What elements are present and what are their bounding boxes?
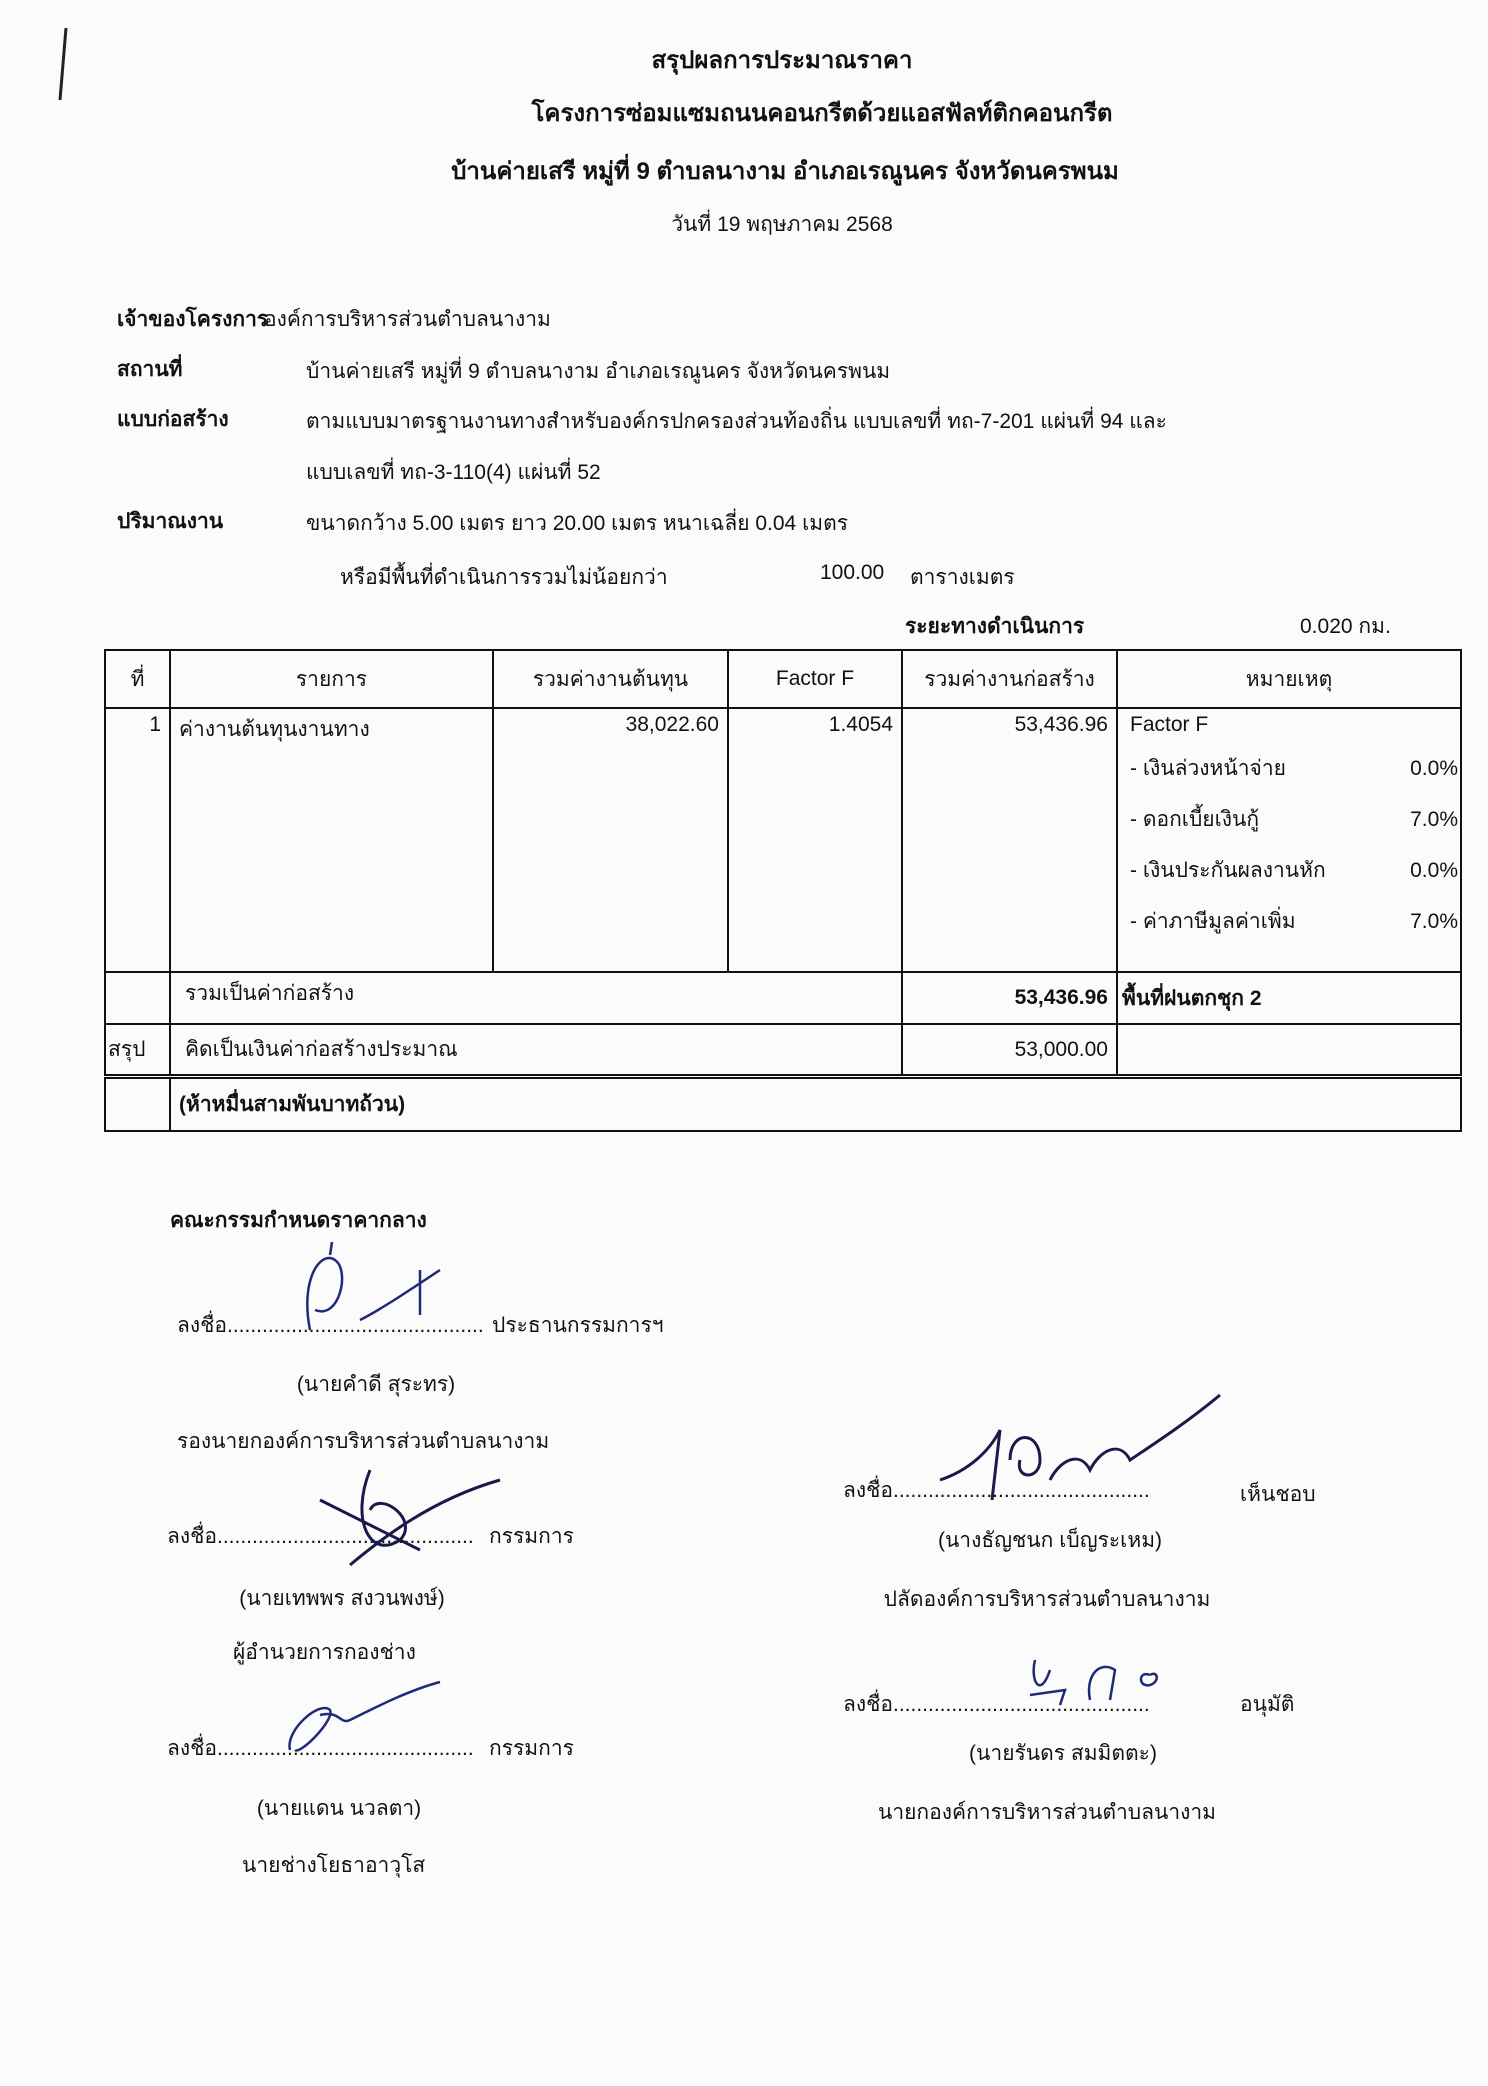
- signature-line: ลงชื่อ............................................: [843, 1693, 1150, 1716]
- estimate-table: [104, 649, 1462, 1132]
- signature-line: ลงชื่อ............................................: [167, 1737, 474, 1760]
- remark-item: [1130, 743, 1458, 794]
- approver-role: เห็นชอบ: [1240, 1483, 1316, 1506]
- approver-name: (นายรันดร สมมิตตะ): [969, 1742, 1157, 1765]
- row-factor: 1.4054: [728, 708, 902, 972]
- rain-zone: พื้นที่ฝนตกชุก 2: [1117, 972, 1461, 1024]
- signature: [280, 1680, 450, 1760]
- member-position: รองนายกองค์การบริหารส่วนตำบลนางาม: [177, 1430, 550, 1453]
- design-value-2: แบบเลขที่ ทถ-3-110(4) แผ่นที่ 52: [306, 461, 601, 484]
- table-header-row: [105, 650, 1461, 708]
- col-header-no: ที่: [105, 650, 170, 708]
- signature: [930, 1390, 1230, 1520]
- sign-prefix: ลงชื่อ: [167, 1737, 217, 1760]
- place-label: สถานที่: [117, 358, 183, 381]
- remark-item: [1130, 845, 1458, 896]
- estimate-value: 53,000.00: [902, 1024, 1117, 1077]
- area-unit: ตารางเมตร: [910, 566, 1015, 589]
- sign-prefix: ลงชื่อ: [843, 1693, 893, 1716]
- remark-value: 7.0%: [1410, 807, 1458, 831]
- sign-prefix: ลงชื่อ: [843, 1479, 893, 1502]
- remark-value: 7.0%: [1410, 909, 1458, 933]
- distance-value: 0.020 กม.: [1300, 615, 1391, 638]
- approver-position: ปลัดองค์การบริหารส่วนตำบลนางาม: [883, 1588, 1211, 1611]
- signature: [1020, 1640, 1180, 1710]
- row-item: ค่างานต้นทุนงานทาง: [170, 708, 493, 972]
- project-name: โครงการซ่อมแซมถนนคอนกรีตด้วยแอสฟัลท์ติกคอนกรีต: [531, 100, 1113, 127]
- words-row: [105, 1077, 1461, 1131]
- remark-item: [1130, 794, 1458, 845]
- member-name: (นายแดน นวลตา): [256, 1797, 422, 1820]
- amount-in-words: (ห้าหมื่นสามพันบาทถ้วน): [170, 1077, 1461, 1131]
- col-header-total: รวมค่างานก่อสร้าง: [902, 650, 1117, 708]
- member-name: (นายคำดี สุระทร): [296, 1373, 456, 1396]
- pen-mark: [52, 24, 76, 104]
- signature: [310, 1460, 510, 1570]
- quantity-value: ขนาดกว้าง 5.00 เมตร ยาว 20.00 เมตร หนาเฉลี่ย 0.04 เมตร: [306, 512, 849, 535]
- signature-line: ลงชื่อ............................................: [843, 1479, 1150, 1502]
- row-cost: 38,022.60: [493, 708, 728, 972]
- approver-name: (นางธัญชนก เบ็ญระเหม): [937, 1529, 1163, 1552]
- row-total: 53,436.96: [902, 708, 1117, 972]
- remark-value: 0.0%: [1410, 756, 1458, 780]
- member-role: กรรมการ: [489, 1737, 574, 1760]
- signature-line: ลงชื่อ............................................: [177, 1314, 484, 1337]
- row-no: 1: [105, 708, 170, 972]
- col-header-factor: Factor F: [728, 650, 902, 708]
- member-name: (นายเทพพร สงวนพงษ์): [239, 1587, 445, 1610]
- doc-title: สรุปผลการประมาณราคา: [651, 47, 913, 74]
- col-header-item: รายการ: [170, 650, 493, 708]
- signature-line: ลงชื่อ............................................: [167, 1525, 474, 1548]
- distance-label: ระยะทางดำเนินการ: [905, 615, 1085, 638]
- sign-prefix: ลงชื่อ: [177, 1314, 227, 1337]
- summary-label: สรุป: [105, 1024, 170, 1077]
- owner-value: องค์การบริหารส่วนตำบลนางาม: [264, 308, 551, 331]
- remarks-cell: [1117, 708, 1461, 972]
- signature: [270, 1240, 460, 1340]
- area-value: 100.00: [820, 561, 885, 584]
- remark-item: [1130, 896, 1458, 947]
- table-row: [105, 708, 1461, 972]
- design-label: แบบก่อสร้าง: [117, 408, 229, 431]
- remark-label: - เงินประกันผลงานหัก: [1130, 859, 1326, 882]
- remark-label: - ค่าภาษีมูลค่าเพิ่ม: [1130, 910, 1296, 933]
- doc-date: วันที่ 19 พฤษภาคม 2568: [671, 213, 893, 236]
- estimate-row: [105, 1024, 1461, 1077]
- quantity-label: ปริมาณงาน: [117, 510, 224, 533]
- remark-label: - เงินล่วงหน้าจ่าย: [1130, 757, 1286, 780]
- col-header-cost: รวมค่างานต้นทุน: [493, 650, 728, 708]
- approver-role: อนุมัติ: [1240, 1693, 1295, 1716]
- area-label: หรือมีพื้นที่ดำเนินการรวมไม่น้อยกว่า: [340, 566, 668, 589]
- member-role: กรรมการ: [489, 1525, 574, 1548]
- sum-label: รวมเป็นค่าก่อสร้าง: [170, 972, 902, 1024]
- remark-value: 0.0%: [1410, 858, 1458, 882]
- col-header-remarks: หมายเหตุ: [1117, 650, 1461, 708]
- member-position: นายช่างโยธาอาวุโส: [242, 1854, 426, 1877]
- estimate-label: คิดเป็นเงินค่าก่อสร้างประมาณ: [170, 1024, 902, 1077]
- sum-row: [105, 972, 1461, 1024]
- member-position: ผู้อำนวยการกองช่าง: [233, 1641, 416, 1664]
- approver-position: นายกองค์การบริหารส่วนตำบลนางาม: [877, 1801, 1217, 1824]
- sum-value: 53,436.96: [902, 972, 1117, 1024]
- remark-label: - ดอกเบี้ยเงินกู้: [1130, 808, 1260, 831]
- place-value: บ้านค่ายเสรี หมู่ที่ 9 ตำบลนางาม อำเภอเรณูนคร จังหวัดนครพนม: [306, 360, 891, 383]
- design-value-1: ตามแบบมาตรฐานงานทางสำหรับองค์กรปกครองส่วนท้องถิ่น แบบเลขที่ ทถ-7-201 แผ่นที่ 94 และ: [306, 410, 1167, 433]
- member-role: ประธานกรรมการฯ: [492, 1314, 664, 1337]
- project-location: บ้านค่ายเสรี หมู่ที่ 9 ตำบลนางาม อำเภอเรณูนคร จังหวัดนครพนม: [451, 158, 1119, 185]
- remarks-title: Factor F: [1130, 713, 1209, 736]
- owner-label: เจ้าของโครงการ: [117, 308, 269, 331]
- committee-heading: คณะกรรมกำหนดราคากลาง: [170, 1209, 427, 1232]
- sign-prefix: ลงชื่อ: [167, 1525, 217, 1548]
